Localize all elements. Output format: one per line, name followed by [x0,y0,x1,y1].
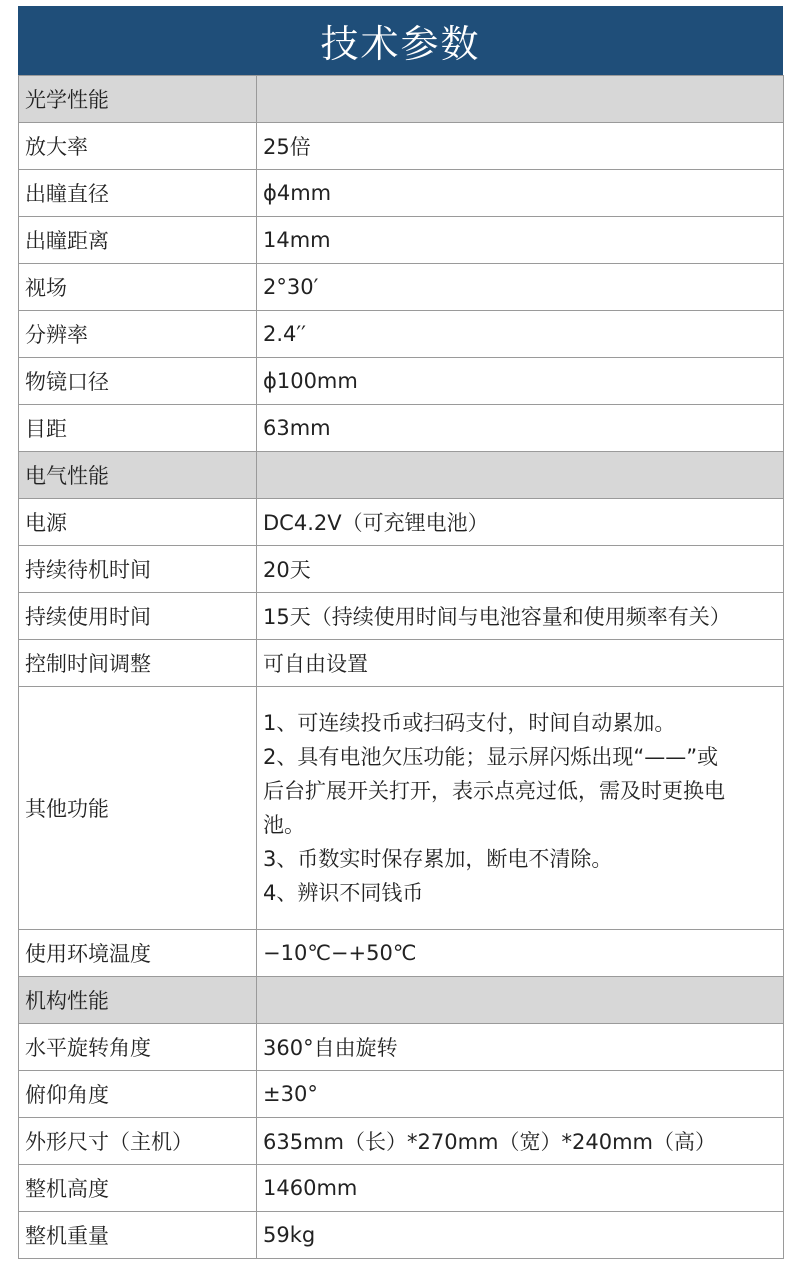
table-row [19,546,784,593]
param-label: 物镜口径 [19,358,257,405]
param-label: 水平旋转角度 [19,1024,257,1071]
table-row-other-functions [19,687,784,930]
param-value: ϕ100mm [257,358,784,405]
param-value: 15天（持续使用时间与电池容量和使用频率有关） [257,593,784,640]
param-label: 目距 [19,405,257,452]
param-value: 59kg [257,1212,784,1259]
section-header-mechanical [19,977,784,1024]
function-line-5: 3、币数实时保存累加，断电不清除。 [263,847,613,871]
section-blank [257,76,784,123]
param-label: 俯仰角度 [19,1071,257,1118]
table-row [19,170,784,217]
table-row [19,1118,784,1165]
section-header-optical [19,76,784,123]
table-row [19,640,784,687]
param-value: ϕ4mm [257,170,784,217]
param-value: 635mm（长）*270mm（宽）*240mm（高） [257,1118,784,1165]
function-line-4: 池。 [263,813,305,837]
param-label: 其他功能 [19,687,257,930]
param-value: ±30° [257,1071,784,1118]
param-label: 持续待机时间 [19,546,257,593]
table-row [19,1024,784,1071]
param-label: 整机高度 [19,1165,257,1212]
param-value-multiline [257,687,784,930]
param-label: 外形尺寸（主机） [19,1118,257,1165]
param-label: 视场 [19,264,257,311]
param-value: 360°自由旋转 [257,1024,784,1071]
table-row [19,311,784,358]
param-label: 出瞳直径 [19,170,257,217]
section-title: 机构性能 [19,977,257,1024]
param-label: 分辨率 [19,311,257,358]
param-value: 2.4′′ [257,311,784,358]
function-line-3: 后台扩展开关打开，表示点亮过低，需及时更换电 [263,779,725,803]
function-line-1: 1、可连续投币或扫码支付，时间自动累加。 [263,711,676,735]
section-blank [257,452,784,499]
table-row [19,264,784,311]
function-line-6: 4、辨识不同钱币 [263,881,424,905]
param-label: 整机重量 [19,1212,257,1259]
param-value: DC4.2V（可充锂电池） [257,499,784,546]
spec-table [18,75,784,1259]
table-row [19,930,784,977]
table-row [19,123,784,170]
section-header-electrical [19,452,784,499]
param-label: 使用环境温度 [19,930,257,977]
table-row [19,1212,784,1259]
section-title: 光学性能 [19,76,257,123]
table-row [19,499,784,546]
table-row [19,405,784,452]
param-value: 63mm [257,405,784,452]
param-value: 2°30′ [257,264,784,311]
param-value: 14mm [257,217,784,264]
param-value: 25倍 [257,123,784,170]
param-value: 可自由设置 [257,640,784,687]
table-row [19,217,784,264]
param-value: 20天 [257,546,784,593]
function-line-2: 2、具有电池欠压功能；显示屏闪烁出现“——”或 [263,745,719,769]
table-row [19,1165,784,1212]
page-title: 技术参数 [18,6,783,75]
param-label: 控制时间调整 [19,640,257,687]
param-value: −10℃−+50℃ [257,930,784,977]
param-label: 电源 [19,499,257,546]
section-title: 电气性能 [19,452,257,499]
section-blank [257,977,784,1024]
table-row [19,1071,784,1118]
param-label: 持续使用时间 [19,593,257,640]
param-value: 1460mm [257,1165,784,1212]
table-row [19,593,784,640]
spec-sheet [18,6,783,1259]
table-row [19,358,784,405]
param-label: 出瞳距离 [19,217,257,264]
param-label: 放大率 [19,123,257,170]
